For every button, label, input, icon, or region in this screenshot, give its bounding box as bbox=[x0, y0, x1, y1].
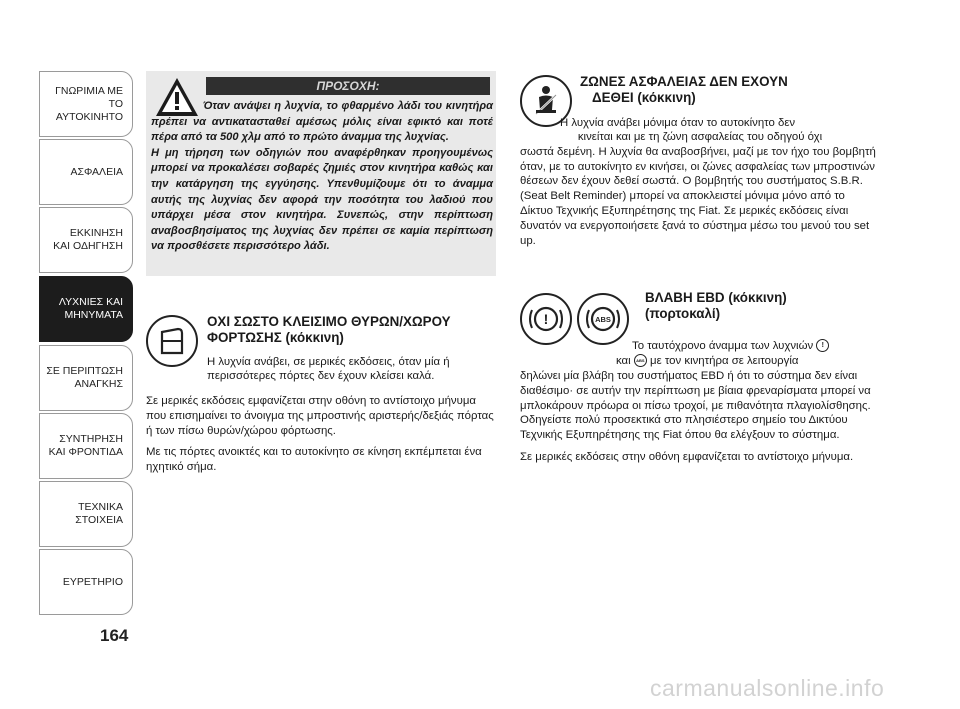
tab-starting-driving[interactable]: ΕΚΚΙΝΗΣΗ ΚΑΙ ΟΔΗΓΗΣΗ bbox=[39, 207, 133, 273]
door-para-2: Με τις πόρτες ανοικτές και το αυτοκίνητο σε κίνηση εκπέμπεται ένα ηχητικό σήμα. bbox=[146, 446, 482, 474]
ebd-intro-line-1 bbox=[632, 339, 829, 353]
ebd-intro-text-2b: με τον κινητήρα σε λειτουργία bbox=[650, 355, 799, 367]
brake-warning-icon bbox=[520, 293, 572, 345]
ebd-intro-line-2 bbox=[616, 354, 798, 368]
tab-warning-lights[interactable]: ΛΥΧΝΙΕΣ ΚΑΙ ΜΗΝΥΜΑΤΑ bbox=[39, 276, 133, 342]
warning-box bbox=[146, 71, 496, 276]
door-warning-title bbox=[207, 314, 451, 346]
seatbelt-rest: σωστά δεμένη. Η λυχνία θα αναβοσβήνει, μαζί με τον ήχο του βομβητή όταν, με το αυτοκίνητο εν κινήσει, οι ζώνες ασφαλείας των μπροστινών θέσεων δεν έχουν δεθεί σωστά. Ο βομβητής του συστήματος S.B.R. (Seat Belt Reminder) μπορεί να αποκλειστεί μόνιμα μόνο από το Δίκτυο Τεχνικής Εξυπηρέτησης της Fiat. Σε μερικές εκδόσεις είναι δυνατόν να ενεργοποιήσετε ξανά το σύστημα μέσω του μενού του set up. bbox=[520, 145, 876, 247]
page-number: 164 bbox=[100, 626, 129, 645]
seatbelt-line-2: κινείται και με τη ζώνη ασφαλείας του οδηγού όχι bbox=[577, 131, 823, 143]
door-title-line-2: ΦΟΡΤΩΣΗΣ (κόκκινη) bbox=[207, 330, 344, 345]
tab-getting-to-know[interactable]: ΓΝΩΡΙΜΙΑ ΜΕ ΤΟ ΑΥΤΟΚΙΝΗΤΟ bbox=[39, 71, 133, 137]
tab-index[interactable]: ΕΥΡΕΤΗΡΙΟ bbox=[39, 549, 133, 615]
brake-glyph: ! bbox=[543, 311, 549, 327]
ebd-para-1: δηλώνει μία βλάβη του συστήματος EBD ή ότι το σύστημα δεν είναι διαθέσιμο· σε αυτήν την περίπτωση με βίαια φρεναρίσματα μπορεί να μπλοκάρουν πρόωρα οι πίσω τροχοί, με πιθανότητα πλαγιολίσθησης. Οδηγείστε πολύ προσεκτικά στο πλησιέστερο σημείο του Δικτύου Τεχνικής Εξυπηρέτησης της Fiat όπου θα ελέγξουν το σύστημα. bbox=[520, 370, 871, 442]
seatbelt-intro: Η λυχνία ανάβει μόνιμα όταν το αυτοκίνητο δεν bbox=[560, 117, 796, 129]
tab-technical-data[interactable]: ΤΕΧΝΙΚΑ ΣΤΟΙΧΕΙΑ bbox=[39, 481, 133, 547]
watermark: carmanualsonline.info bbox=[650, 675, 885, 701]
brake-mini-icon: ! bbox=[816, 339, 829, 352]
door-intro bbox=[207, 355, 450, 383]
seatbelt-title-line-2: ΔΕΘΕΙ (κόκκινη) bbox=[592, 90, 696, 105]
open-door-icon bbox=[146, 315, 198, 367]
ebd-para-2: Σε μερικές εκδόσεις στην οθόνη εμφανίζεται το αντίστοιχο μήνυμα. bbox=[520, 450, 854, 463]
seatbelt-body bbox=[520, 130, 880, 248]
ebd-warning-title bbox=[645, 290, 787, 322]
warning-para-2: Η μη τήρηση των οδηγιών που αναφέρθηκαν προηγουμένως μπορεί να προκαλέσει σοβαρές ζημιές στον κινητήρα καθώς και την κατάργηση της εγγύησης. Υπενθυμίζουμε ότι το άναμμα αυτής της λυχνίας δεν αφορά την ποσότητα του λαδιού που υπάρχει μέσα στον κινητήρα. Συνεπώς, στην περίπτωση αναβοσβησίματος της λυχνίας δεν πρέπει σε καμία περίπτωση να προσθέσετε περισσότερο λάδι. bbox=[151, 146, 493, 253]
ebd-intro-text-1: Το ταυτόχρονο άναμμα των λυχνιών bbox=[632, 340, 814, 352]
abs-icon bbox=[577, 293, 629, 345]
door-para-1: Σε μερικές εκδόσεις εμφανίζεται στην οθόνη το αντίστοιχο μήνυμα που επισημαίνει το άνοιγμα της μπροστινής αριστερής/δεξιάς πόρτας ή των πίσω θυρών/χώρου φόρτωσης. bbox=[146, 395, 494, 437]
tab-maintenance[interactable]: ΣΥΝΤΗΡΗΣΗ ΚΑΙ ΦΡΟΝΤΙΔΑ bbox=[39, 413, 133, 479]
seatbelt-warning-title bbox=[580, 74, 788, 106]
warning-title: ΠΡΟΣΟΧΗ: bbox=[206, 77, 490, 95]
abs-mini-icon: ABS bbox=[634, 354, 647, 367]
tab-emergency[interactable]: ΣΕ ΠΕΡΙΠΤΩΣΗ ΑΝΑΓΚΗΣ bbox=[39, 345, 133, 411]
ebd-intro-text-2a: και bbox=[616, 355, 631, 367]
seatbelt-title-line-1: ΖΩΝΕΣ ΑΣΦΑΛΕΙΑΣ ΔΕΝ ΕΧΟΥΝ bbox=[580, 74, 788, 89]
door-intro-line-1: Η λυχνία ανάβει, σε μερικές εκδόσεις, όταν μία ή bbox=[207, 356, 450, 368]
door-intro-line-2: περισσότερες πόρτες δεν έχουν κλείσει καλά. bbox=[207, 370, 435, 382]
door-title-line-1: ΟΧΙ ΣΩΣΤΟ ΚΛΕΙΣΙΜΟ ΘΥΡΩΝ/ΧΩΡΟΥ bbox=[207, 314, 451, 329]
door-body bbox=[146, 394, 496, 482]
ebd-body bbox=[520, 369, 880, 472]
tab-safety[interactable]: ΑΣΦΑΛΕΙΑ bbox=[39, 139, 133, 205]
warning-para-1: Όταν ανάψει η λυχνία, το φθαρμένο λάδι του κινητήρα πρέπει να αντικατασταθεί αμέσως μόλις είναι εφικτό και ποτέ πέρα από τα 500 χλμ από το πρώτο άναμμα της λυχνίας. bbox=[151, 100, 493, 144]
ebd-title-line-2: (πορτοκαλί) bbox=[645, 306, 721, 321]
warning-text bbox=[151, 99, 493, 255]
abs-label: ABS bbox=[595, 315, 611, 324]
ebd-title-line-1: ΒΛΑΒΗ EBD (κόκκινη) bbox=[645, 290, 787, 305]
